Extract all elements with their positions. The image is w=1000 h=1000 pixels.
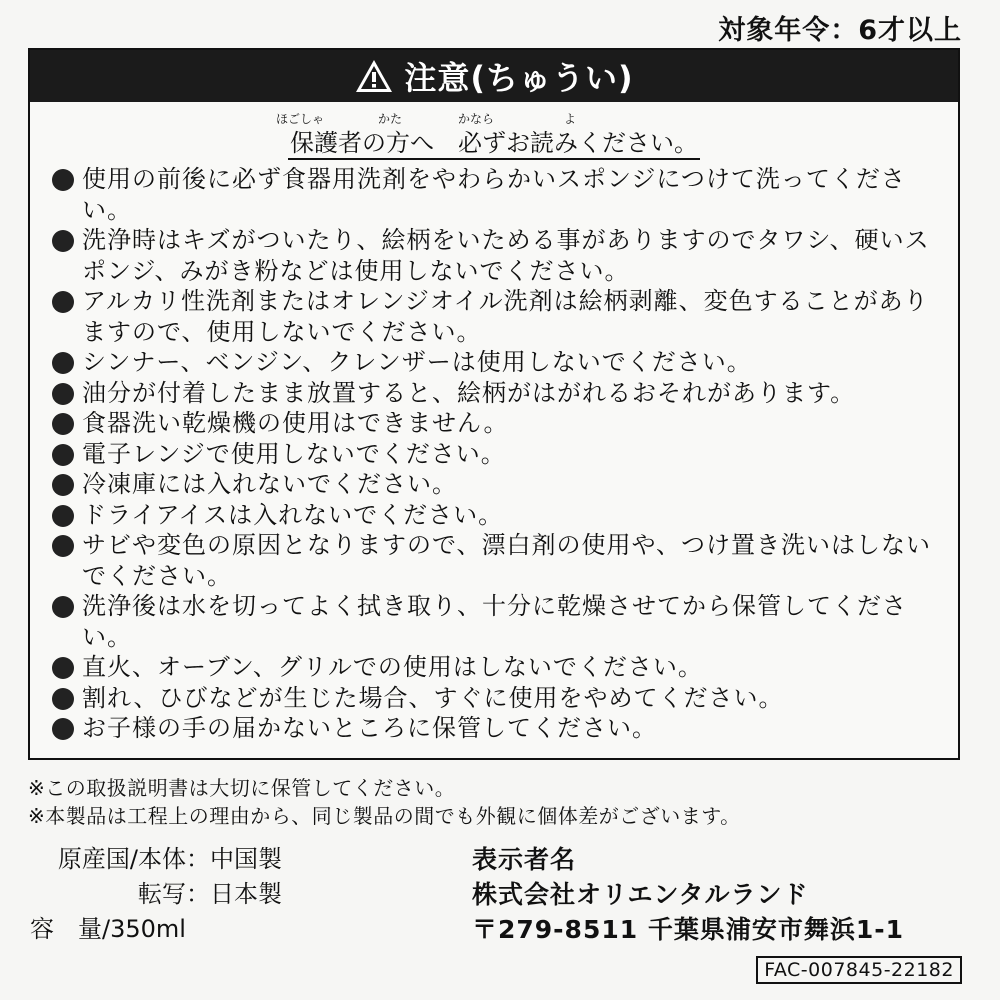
transfer-label: 転写： bbox=[138, 880, 210, 908]
caution-item: ドライアイスは入れないでください。 bbox=[48, 500, 942, 531]
caution-item: アルカリ性洗剤またはオレンジオイル洗剤は絵柄剥離、変色することがありますので、使用しないでください。 bbox=[48, 286, 942, 347]
caution-item: 食器洗い乾燥機の使用はできません。 bbox=[48, 408, 942, 439]
origin-info bbox=[30, 842, 282, 947]
furigana: よ bbox=[564, 112, 577, 126]
capacity-value: 350ml bbox=[110, 915, 186, 943]
caution-title: 注意(ちゅうい) bbox=[404, 59, 634, 97]
product-code: FAC-007845-22182 bbox=[756, 956, 962, 984]
furigana: かた bbox=[378, 112, 403, 126]
notes bbox=[28, 774, 741, 830]
capacity-label: 容 量/ bbox=[30, 915, 111, 943]
furigana: ほごしゃ bbox=[276, 112, 325, 126]
origin-row bbox=[30, 842, 282, 877]
furigana-row bbox=[30, 110, 958, 128]
age-label: 対象年令：6才以上 bbox=[718, 15, 962, 46]
caution-item: 直火、オーブン、グリルでの使用はしないでください。 bbox=[48, 652, 942, 683]
caution-banner bbox=[30, 50, 958, 102]
maker-company: 株式会社オリエンタルランド bbox=[472, 880, 809, 909]
maker-info bbox=[472, 842, 904, 947]
transfer-row bbox=[30, 877, 282, 912]
caution-box bbox=[28, 48, 960, 760]
subtitle-block bbox=[30, 110, 958, 160]
caution-subtitle: 保護者の方へ 必ずお読みください。 bbox=[288, 128, 700, 160]
caution-item: 洗浄時はキズがついたり、絵柄をいためる事がありますのでタワシ、硬いスポンジ、みがき粉などは使用しないでください。 bbox=[48, 225, 942, 286]
caution-item: 油分が付着したまま放置すると、絵柄がはがれるおそれがあります。 bbox=[48, 378, 942, 409]
caution-item: 使用の前後に必ず食器用洗剤をやわらかいスポンジにつけて洗ってください。 bbox=[48, 164, 942, 225]
caution-item: シンナー、ベンジン、クレンザーは使用しないでください。 bbox=[48, 347, 942, 378]
maker-heading: 表示者名 bbox=[472, 845, 577, 874]
maker-address: 〒279-8511 千葉県浦安市舞浜1-1 bbox=[472, 915, 905, 944]
capacity-row bbox=[30, 912, 282, 947]
caution-item: お子様の手の届かないところに保管してください。 bbox=[48, 713, 942, 744]
warning-triangle-icon bbox=[354, 58, 394, 94]
note-line: ※本製品は工程上の理由から、同じ製品の間でも外観に個体差がございます。 bbox=[28, 804, 741, 828]
furigana: かなら bbox=[458, 112, 495, 126]
caution-item: 冷凍庫には入れないでください。 bbox=[48, 469, 942, 500]
caution-list bbox=[48, 164, 958, 744]
caution-item: 洗浄後は水を切ってよく拭き取り、十分に乾燥させてから保管してください。 bbox=[48, 591, 942, 652]
caution-item: サビや変色の原因となりますので、漂白剤の使用や、つけ置き洗いはしないでください。 bbox=[48, 530, 942, 591]
caution-item: 割れ、ひびなどが生じた場合、すぐに使用をやめてください。 bbox=[48, 683, 942, 714]
country-label: 原産国/本体： bbox=[57, 845, 210, 873]
note-line: ※この取扱説明書は大切に保管してください。 bbox=[28, 776, 456, 800]
country-value: 中国製 bbox=[210, 845, 282, 873]
caution-item: 電子レンジで使用しないでください。 bbox=[48, 439, 942, 470]
transfer-value: 日本製 bbox=[210, 880, 282, 908]
